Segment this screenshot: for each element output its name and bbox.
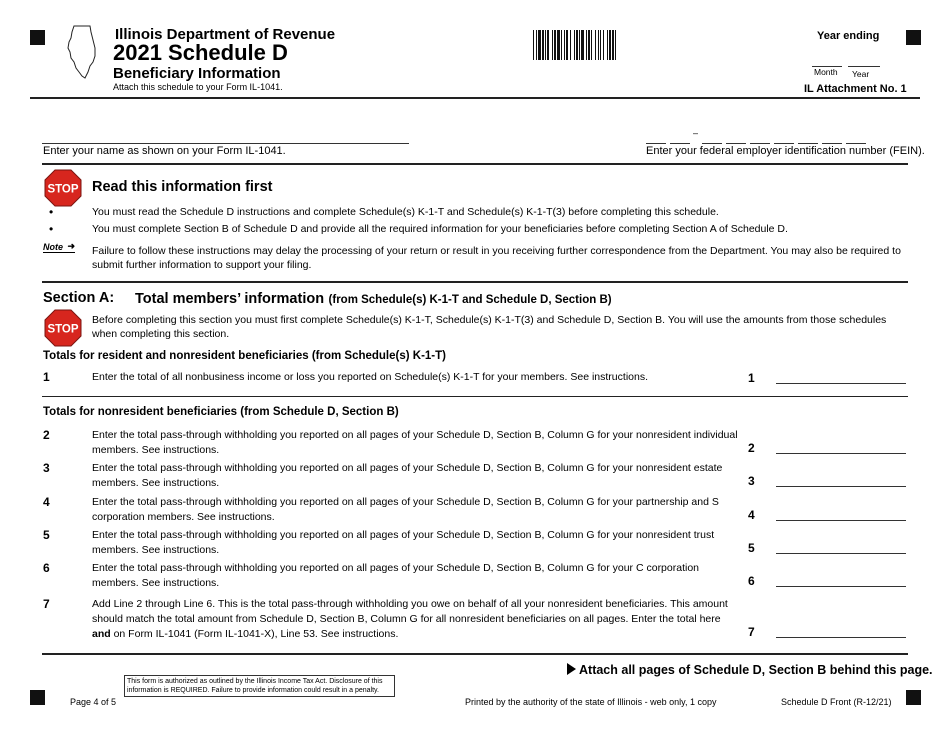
name-label: Enter your name as shown on your Form IL-1041. xyxy=(43,145,286,157)
subhead-nonresident: Totals for nonresident beneficiaries (from Schedule D, Section B) xyxy=(43,406,399,418)
id-rule xyxy=(42,163,908,165)
section-a-rule xyxy=(42,281,908,283)
page-number: Page 4 of 5 xyxy=(70,697,117,707)
header-rule xyxy=(30,97,920,99)
play-arrow-icon xyxy=(567,663,576,675)
line-5-number: 5 xyxy=(43,528,50,542)
footer-rule xyxy=(42,653,908,655)
attach-note: Attach this schedule to your Form IL-1041. xyxy=(113,82,283,92)
registration-mark-top-right xyxy=(906,30,921,45)
line-7-amount-field[interactable] xyxy=(776,637,906,638)
line-2-text: Enter the total pass-through withholding you reported on all pages of your Schedule D, Section B, Column G for your nonresident individual members. See instructions. xyxy=(92,429,738,456)
bullet-text-1: You must read the Schedule D instructions and complete Schedule(s) K-1-T and Schedule(s) K-1-T(3) before completing this schedule. xyxy=(92,206,719,218)
line-1-amount-field[interactable] xyxy=(776,383,906,384)
line-5-ref: 5 xyxy=(748,541,755,555)
line-3-number: 3 xyxy=(43,461,50,475)
form-subtitle: Beneficiary Information xyxy=(113,65,281,82)
authorization-box: This form is authorized as outlined by the Illinois Income Tax Act. Disclosure of this information is REQUIRED. Failure to provide information could result in a penalty. xyxy=(124,675,395,697)
line-5-text: Enter the total pass-through withholding you reported on all pages of your Schedule D, Section B, Column G for your nonresident trust members. See instructions. xyxy=(92,529,715,556)
note-pencil-icon: Note ➜ xyxy=(43,241,75,252)
fein-field[interactable]: – xyxy=(646,132,902,144)
line-2-number: 2 xyxy=(43,428,50,442)
registration-mark-bottom-right xyxy=(906,690,921,705)
line-4-amount-field[interactable] xyxy=(776,520,906,521)
attach-all-instruction: Attach all pages of Schedule D, Section B behind this page. xyxy=(567,661,933,679)
section-a-stop-note: Before completing this section you must first complete Schedule(s) K-1-T, Schedule(s) K-1-T(3) and Schedule D, Section B. You will use the amounts from those schedules when completing this section. xyxy=(92,314,887,340)
fein-label: Enter your federal employer identification number (FEIN). xyxy=(646,145,925,157)
line-6-number: 6 xyxy=(43,561,50,575)
stop-sign-icon xyxy=(44,309,82,347)
attachment-number: IL Attachment No. 1 xyxy=(804,83,907,95)
line-3-amount-field[interactable] xyxy=(776,486,906,487)
line-4-number: 4 xyxy=(43,495,50,509)
department-name: Illinois Department of Revenue xyxy=(115,26,336,43)
section-a-label: Section A: xyxy=(43,290,115,306)
bullet-icon: • xyxy=(49,205,54,219)
bullet-text-2: You must complete Section B of Schedule D and provide all the required information for your beneficiaries before completing Section A of Schedule D. xyxy=(92,223,788,235)
stop-sign-icon xyxy=(44,169,82,207)
subsection-rule xyxy=(42,396,908,397)
line-3-text: Enter the total pass-through withholding you reported on all pages of your Schedule D, Section B, Column G for your nonresident estate members. See instructions. xyxy=(92,462,723,489)
line-6-text: Enter the total pass-through withholding you reported on all pages of your Schedule D, Section B, Column G for your C corporation members. See instructions. xyxy=(92,562,700,589)
month-label: Month xyxy=(814,67,838,77)
line-6-ref: 6 xyxy=(748,574,755,588)
line-5-amount-field[interactable] xyxy=(776,553,906,554)
line-3-ref: 3 xyxy=(748,474,755,488)
barcode xyxy=(533,30,683,60)
line-2-ref: 2 xyxy=(748,441,755,455)
stop-sign-text: STOP xyxy=(47,323,79,336)
line-2-amount-field[interactable] xyxy=(776,453,906,454)
stop-sign-text: STOP xyxy=(47,183,79,196)
read-first-title: Read this information first xyxy=(92,179,273,195)
subhead-resident: Totals for resident and nonresident beneficiaries (from Schedule(s) K-1-T) xyxy=(43,350,446,362)
year-ending-label: Year ending xyxy=(817,30,880,42)
year-field[interactable] xyxy=(848,66,880,67)
line-1-number: 1 xyxy=(43,370,50,384)
year-label: Year xyxy=(852,69,870,79)
line-4-text: Enter the total pass-through withholding you reported on all pages of your Schedule D, Section B, Column G for your partnership and S corporation members. See instructions. xyxy=(92,496,719,523)
bullet-icon: • xyxy=(49,222,54,236)
section-a-title: Total members’ information (from Schedule(s) K-1-T and Schedule D, Section B) xyxy=(135,291,612,307)
line-6-amount-field[interactable] xyxy=(776,586,906,587)
name-field[interactable] xyxy=(42,143,409,144)
note-text: Failure to follow these instructions may delay the processing of your return or result in you receiving further correspondence from the Department. You may also be required to submit further information to support your filing. xyxy=(92,245,901,271)
form-id: Schedule D Front (R-12/21) xyxy=(781,697,892,707)
line-1-ref: 1 xyxy=(748,371,755,385)
line-7-text: Add Line 2 through Line 6. This is the total pass-through withholding you owe on behalf of all your nonresident beneficiaries. This amount should match the total amount from Schedule D, Section B, Column G for all nonresident beneficiaries on all pages. Enter the total here and on Form IL-1041 (Form IL-1041-X), Line 53. See instructions. xyxy=(92,598,728,640)
printed-by: Printed by the authority of the state of Illinois - web only, 1 copy xyxy=(465,697,717,707)
line-7-number: 7 xyxy=(43,597,50,611)
line-4-ref: 4 xyxy=(748,508,755,522)
line-1-text: Enter the total of all nonbusiness income or loss you reported on Schedule(s) K-1-T for your members. See instructions. xyxy=(92,371,648,383)
line-7-ref: 7 xyxy=(748,625,755,639)
form-title: 2021 Schedule D xyxy=(113,40,288,65)
registration-mark-top-left xyxy=(30,30,45,45)
illinois-state-logo xyxy=(62,22,102,82)
registration-mark-bottom-left xyxy=(30,690,45,705)
